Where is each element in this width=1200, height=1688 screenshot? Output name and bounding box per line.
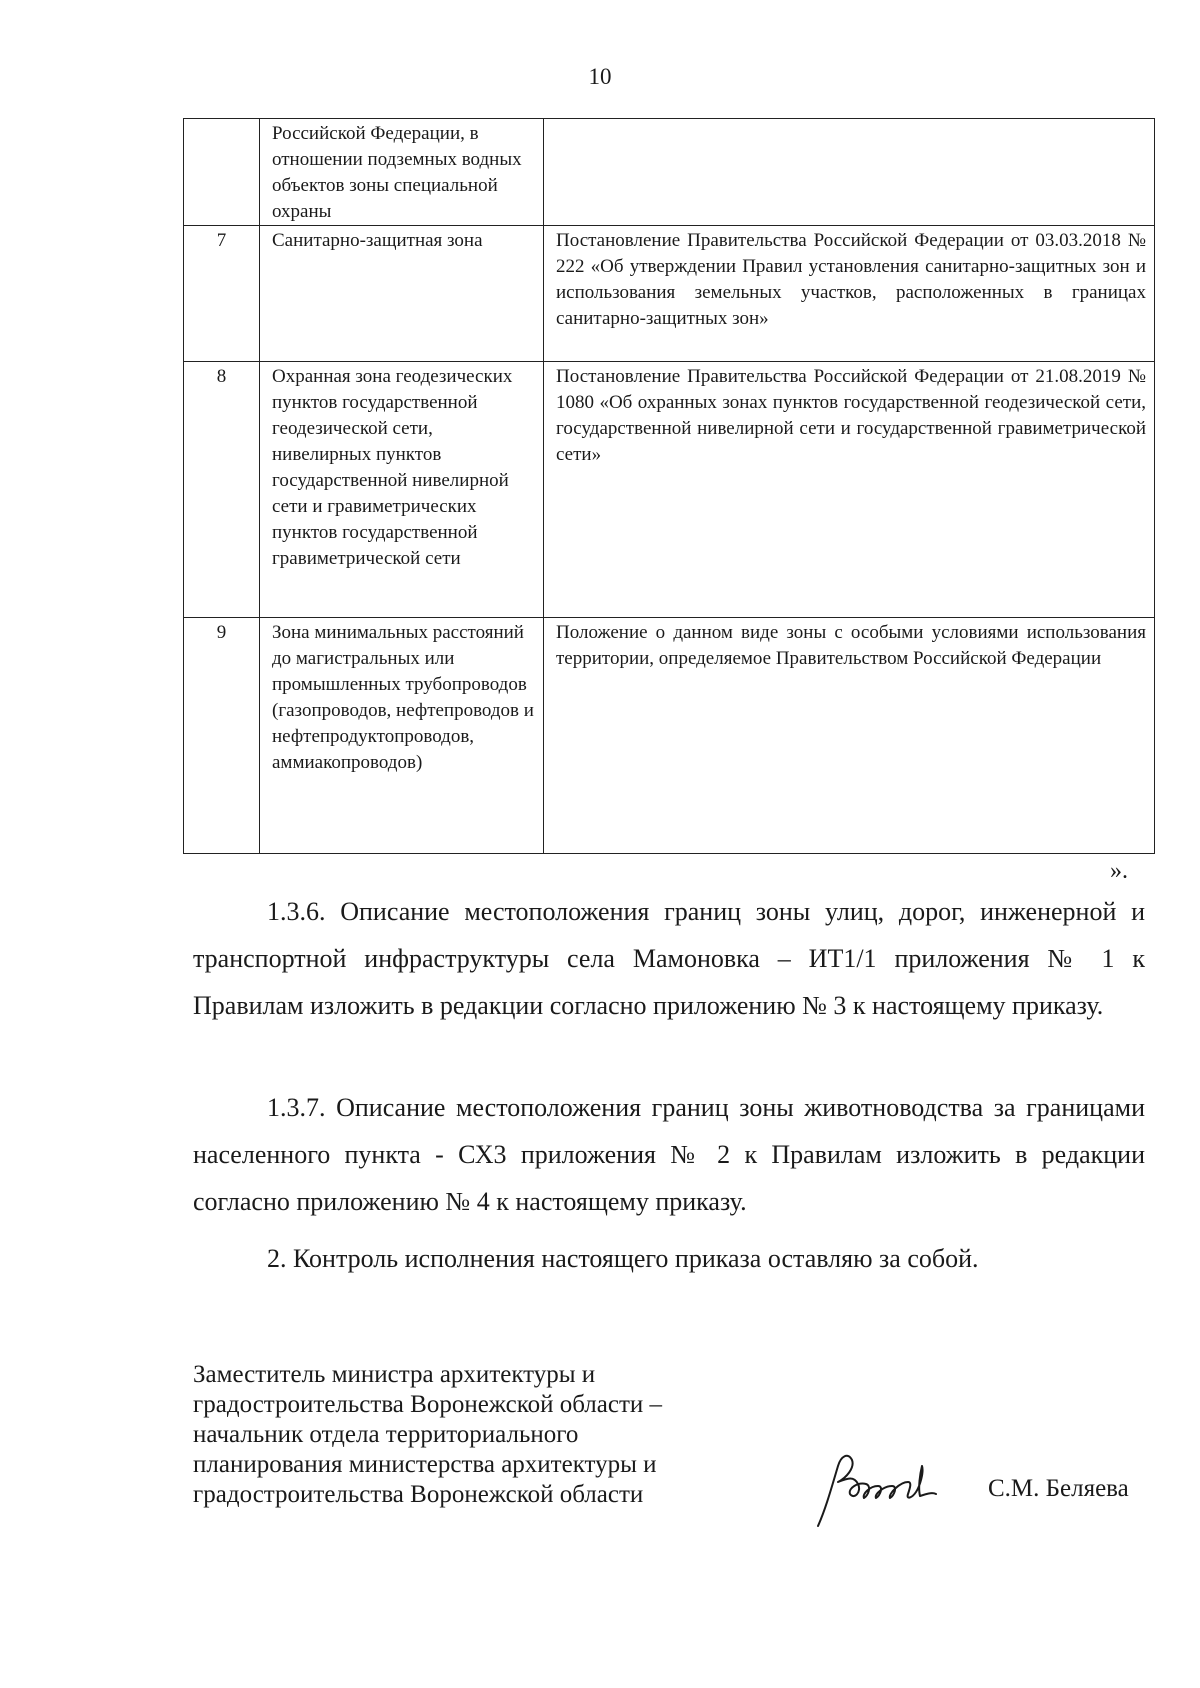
position-line: градостроительства Воронежской области xyxy=(193,1481,644,1508)
paragraph-text: 1.3.7. Описание местоположения границ зоны животноводства за границами населенного пункта - СХ3 приложения № 2 к Правилам изложить в редакции согласно приложению № 4 к настоящему приказу. xyxy=(193,1093,1145,1216)
signatory-position xyxy=(193,1360,753,1510)
paragraph-1-3-7 xyxy=(193,1084,1145,1225)
paragraph-2 xyxy=(193,1235,1145,1282)
page-number: 10 xyxy=(588,64,612,89)
position-line: начальник отдела территориального xyxy=(193,1421,579,1448)
legal-basis-cell: Постановление Правительства Российской Федерации от 21.08.2019 № 1080 «Об охранных зонах пунктов государственной геодезической сети, государственной нивелирной сети и государственной гравиметрической сети» xyxy=(544,362,1155,618)
zones-table xyxy=(183,118,1155,854)
row-number-cell: 7 xyxy=(184,226,260,362)
legal-basis-cell: Постановление Правительства Российской Федерации от 03.03.2018 № 222 «Об утверждении Правил установления санитарно-защитных зон и использования земельных участков, расположенных в границах санитарно-защитных зон» xyxy=(544,226,1155,362)
table-row xyxy=(184,226,1155,362)
row-number-cell: 8 xyxy=(184,362,260,618)
zone-name-cell: Охранная зона геодезических пунктов государственной геодезической сети, нивелирных пунктов государственной нивелирной сети и гравиметрических пунктов государственной гравиметрической сети xyxy=(260,362,544,618)
table-row xyxy=(184,362,1155,618)
zone-name-cell: Российской Федерации, в отношении подземных водных объектов зоны специальной охраны xyxy=(260,119,544,226)
legal-basis-cell xyxy=(544,119,1155,226)
position-line: Заместитель министра архитектуры и xyxy=(193,1361,596,1388)
paragraph-1-3-6 xyxy=(193,888,1145,1029)
table-closing-quote: ». xyxy=(1110,858,1128,884)
position-line: планирования министерства архитектуры и xyxy=(193,1451,657,1478)
legal-basis-cell: Положение о данном виде зоны с особыми условиями использования территории, определяемое Правительством Российской Федерации xyxy=(544,618,1155,854)
paragraph-text: 1.3.6. Описание местоположения границ зоны улиц, дорог, инженерной и транспортной инфраструктуры села Мамоновка – ИТ1/1 приложения № 1 к Правилам изложить в редакции согласно приложению № 3 к настоящему приказу. xyxy=(193,897,1145,1020)
table-row xyxy=(184,618,1155,854)
row-number-cell: 9 xyxy=(184,618,260,854)
position-line: градостроительства Воронежской области – xyxy=(193,1391,663,1418)
handwritten-signature xyxy=(808,1448,978,1528)
zone-name-cell: Санитарно-защитная зона xyxy=(260,226,544,362)
signer-name: С.М. Беляева xyxy=(988,1475,1129,1502)
table-row xyxy=(184,119,1155,226)
row-number-cell xyxy=(184,119,260,226)
zone-name-cell: Зона минимальных расстояний до магистральных или промышленных трубопроводов (газопроводов, нефтепроводов и нефтепродуктопроводов, аммиакопроводов) xyxy=(260,618,544,854)
paragraph-text: 2. Контроль исполнения настоящего приказа оставляю за собой. xyxy=(267,1244,979,1273)
